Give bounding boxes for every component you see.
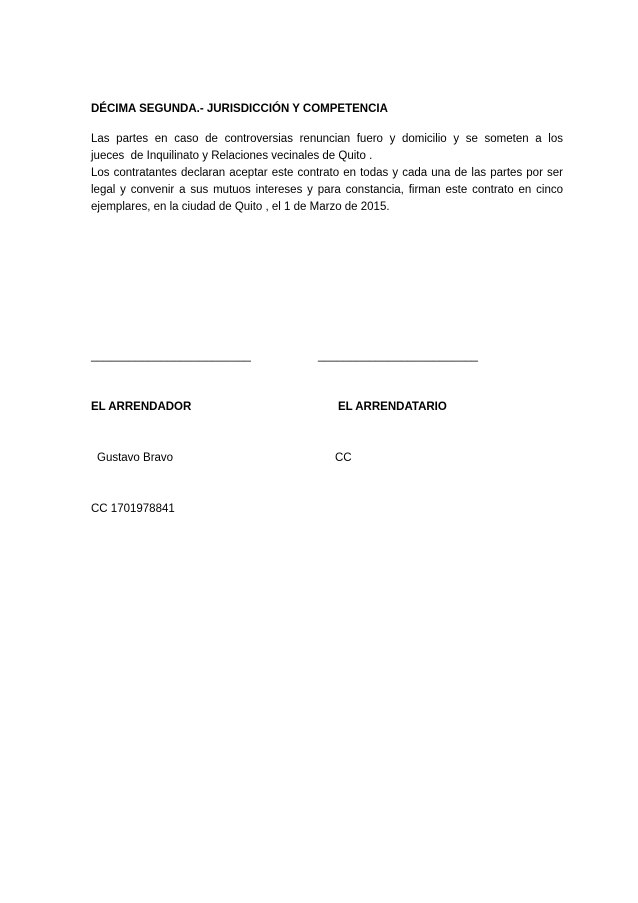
paragraph-jurisdiction: [91, 131, 563, 165]
clause-heading: DÉCIMA SEGUNDA.- JURISDICCIÓN Y COMPETENCIA: [91, 103, 388, 115]
signature-block-landlord: [91, 314, 251, 552]
paragraph-line: Los contratantes declaran aceptar este contrato en todas y cada una de las partes por ser: [91, 167, 563, 179]
paragraph-line: Las partes en caso de controversias renuncian fuero y domicilio y se someten a los: [91, 133, 563, 145]
signer-role: EL ARRENDATARIO: [338, 401, 447, 413]
paragraph-line: legal y convenir a sus mutuos intereses y para constancia, firman este contrato en cinco: [91, 184, 563, 196]
signer-id: CC 1701978841: [91, 503, 175, 515]
paragraph-line: jueces de Inquilinato y Relaciones vecinales de Quito .: [91, 150, 373, 162]
signer-role: EL ARRENDADOR: [91, 401, 192, 413]
paragraph-acceptance: [91, 165, 563, 216]
signer-name: Gustavo Bravo: [97, 452, 174, 464]
paragraph-line: ejemplares, en la ciudad de Quito , el 1 de Marzo de 2015.: [91, 201, 390, 213]
signer-id: CC: [335, 452, 352, 464]
signature-block-tenant: [318, 314, 478, 501]
signature-line: _________________________: [318, 350, 478, 362]
signature-line: _________________________: [91, 350, 251, 362]
